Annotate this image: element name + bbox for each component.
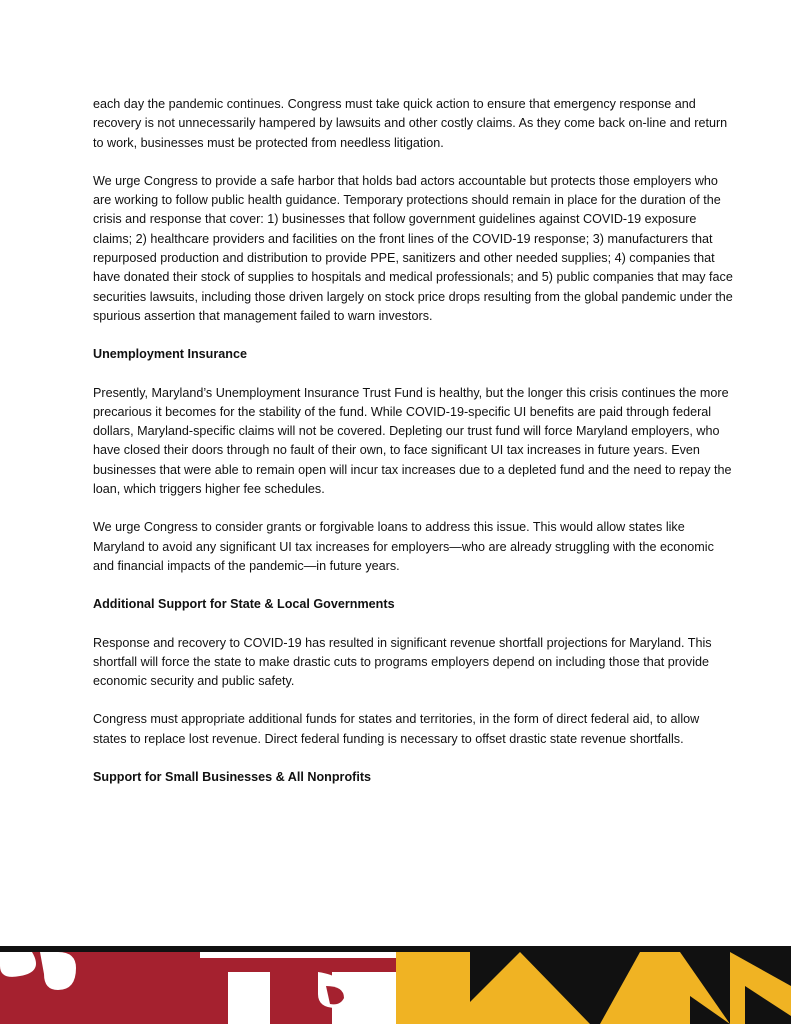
heading-small-business-support: Support for Small Businesses & All Nonprofits [93,770,372,785]
paragraph-revenue-shortfall: Response and recovery to COVID-19 has resulted in significant revenue shortfall projections for Maryland. This shortfall will force the state to make drastic cuts to programs employers depend on including those that provide economic security and public safety. [93,635,712,689]
heading-state-local-support: Additional Support for State & Local Governments [93,597,395,612]
heading-unemployment-insurance: Unemployment Insurance [93,347,247,362]
paragraph-federal-aid: Congress must appropriate additional funds for states and territories, in the form of direct federal aid, to allow states to replace lost revenue. Direct federal funding is necessary to offset drastic state revenue shortfalls. [93,712,700,746]
paragraph-safe-harbor: We urge Congress to provide a safe harbor that holds bad actors accountable but protects those employers who are working to follow public health guidance. Temporary protections should remain in place for the duration of the crisis and response that cover: 1) businesses that follow government guidelines against COVID-19 exposure claims; 2) healthcare providers and facilities on the front lines of the COVID-19 response; 3) manufacturers that repurposed production and distribution to provide PPE, sanitizers and other needed supplies; 4) companies that have donated their stock of supplies to hospitals and medical professionals; and 5) public companies that may face securities lawsuits, including those driven largely on stock price drops resulting from the global pandemic under the spurious assertion that management failed to warn investors. [93,173,733,323]
maryland-flag-pattern-icon [0,946,791,1024]
document-body [93,95,733,806]
paragraph-ui-trust-fund: Presently, Maryland’s Unemployment Insurance Trust Fund is healthy, but the longer this crisis continues the more precarious it becomes for the stability of the fund. While COVID-19-specific UI benefits are paid through federal dollars, Maryland-specific claims will not be covered. Depleting our trust fund will force Maryland employers, who have closed their doors through no fault of their own, to face significant UI tax increases in future years. Even businesses that were able to remain open will incur tax increases due to a depleted fund and the need to repay the loan, which triggers higher fee schedules. [93,385,732,497]
paragraph-liability-intro: each day the pandemic continues. Congress must take quick action to ensure that emergency response and recovery is not unnecessarily hampered by lawsuits and other costly claims. As they come back on-line and return to work, businesses must be protected from needless litigation. [93,97,728,150]
paragraph-ui-grants: We urge Congress to consider grants or forgivable loans to address this issue. This would allow states like Maryland to avoid any significant UI tax increases for employers—who are already struggling with the economic and financial impacts of the pandemic—in future years. [93,520,714,573]
maryland-flag-footer-band [0,946,791,1024]
